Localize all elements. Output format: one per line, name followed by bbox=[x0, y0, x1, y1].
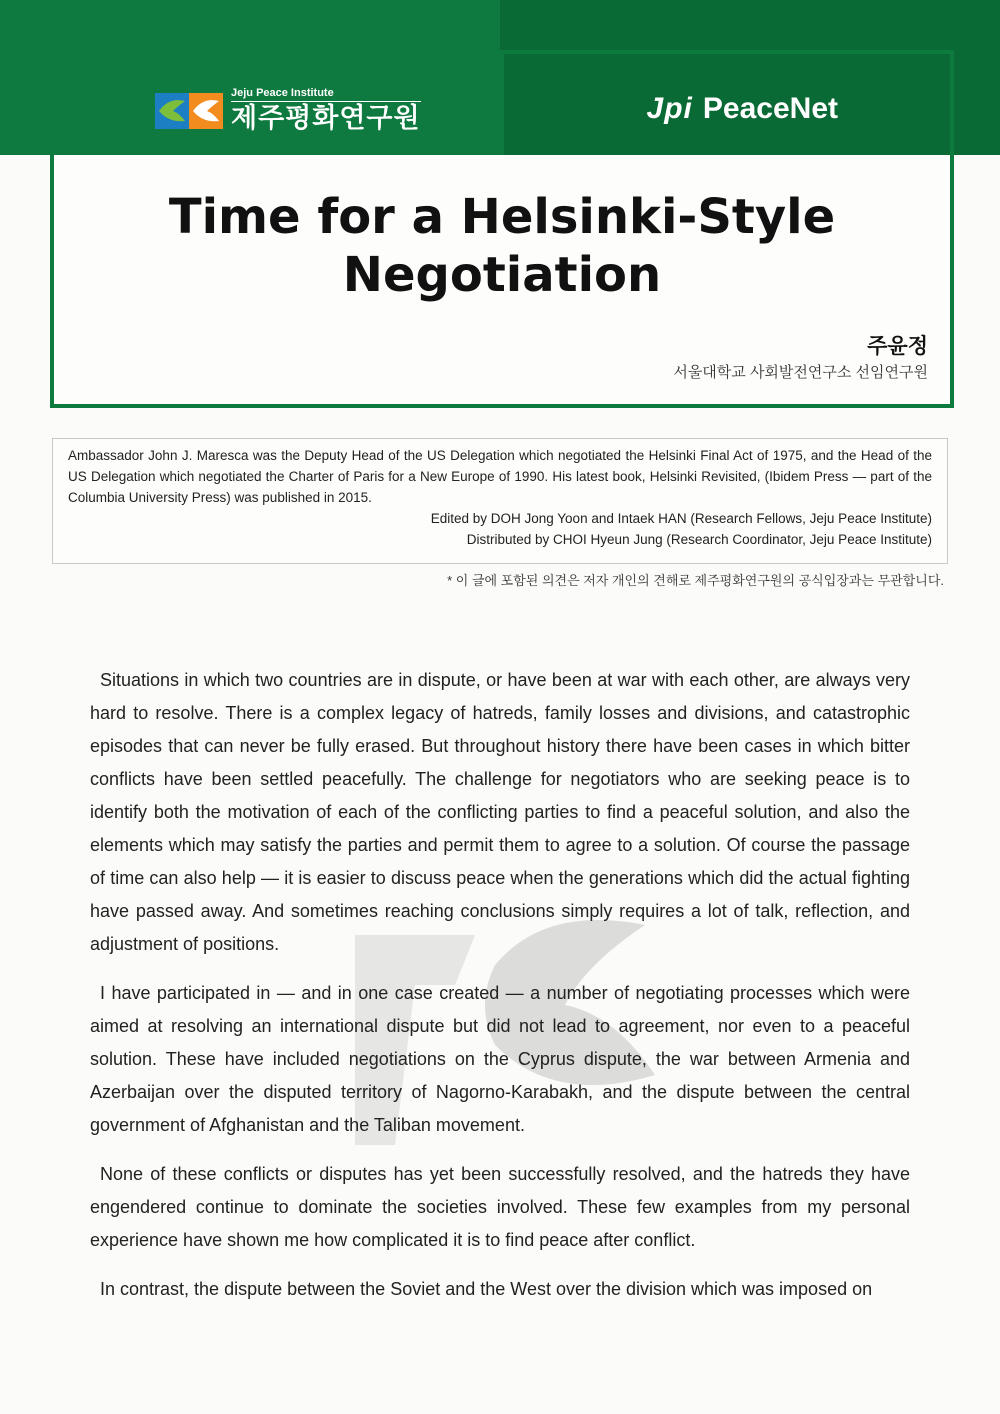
paragraph: I have participated in — and in one case created — a number of negotiating processes which were aimed at resolving an international dispute but did not lead to agreement, nor even to a peaceful solution. These have included negotiations on the Cyprus dispute, the war between Armenia and Azerbaijan over the disputed territory of Nagorno-Karabakh, and the dispute between the central government of Afghanistan and the Taliban movement. bbox=[90, 983, 910, 1135]
peacenet-logo[interactable] bbox=[647, 92, 838, 126]
peacenet-wordmark: PeaceNet bbox=[702, 92, 838, 125]
title-frame bbox=[50, 50, 954, 408]
institute-logo[interactable] bbox=[155, 87, 421, 134]
paragraph: Situations in which two countries are in dispute, or have been at war with each other, are always very hard to resolve. There is a complex legacy of hatreds, family losses and divisions, and catastrophic episodes that can never be fully erased. But throughout history there have been cases in which bitter conflicts have been settled peacefully. The challenge for negotiators who are seeking peace is to identify both the motivation of each of the conflicting parties to find a peaceful solution, and also the elements which may satisfy the parties and permit them to agree to a solution. Of course the passage of time can also help — it is easier to discuss peace when the generations which did the actual fighting have passed away. And sometimes reaching conclusions simply requires a lot of talk, reflection, and adjustment of positions. bbox=[90, 670, 910, 954]
disclaimer: * 이 글에 포함된 의견은 저자 개인의 견해로 제주평화연구원의 공식입장과는 무관합니다. bbox=[447, 573, 944, 588]
institute-name-ko: 제주평화연구원 bbox=[231, 103, 421, 133]
author-name: 주윤정 bbox=[867, 335, 928, 358]
paragraph: In contrast, the dispute between the Soviet and the West over the division which was imposed on bbox=[100, 1279, 873, 1299]
institute-logo-icon bbox=[155, 91, 225, 131]
article-body bbox=[90, 664, 910, 1322]
page-title bbox=[54, 188, 950, 304]
title-line-2: Negotiation bbox=[342, 247, 662, 303]
jpi-wordmark: Jpi bbox=[646, 92, 693, 125]
frame-header bbox=[54, 54, 950, 155]
distributed-by: Distributed by CHOI Hyeun Jung (Research Coordinator, Jeju Peace Institute) bbox=[466, 532, 932, 547]
author-affiliation: 서울대학교 사회발전연구소 선임연구원 bbox=[673, 364, 928, 381]
author-bio: Ambassador John J. Maresca was the Deputy Head of the US Delegation which negotiated the Helsinki Final Act of 1975, and the Head of the US Delegation which negotiated the Charter of Paris for a New Europe of 1990. His latest book, Helsinki Revisited, (Ibidem Press — part of the Columbia University Press) was published in 2015. bbox=[68, 448, 932, 505]
institute-name-en: Jeju Peace Institute bbox=[231, 87, 421, 102]
paragraph: None of these conflicts or disputes has yet been successfully resolved, and the hatreds they have engendered continue to dominate the societies involved. These few examples from my personal experience have shown me how complicated it is to find peace after conflict. bbox=[90, 1164, 910, 1250]
edited-by: Edited by DOH Jong Yoon and Intaek HAN (Research Fellows, Jeju Peace Institute) bbox=[430, 511, 932, 526]
author-info-box bbox=[52, 438, 948, 564]
title-line-1: Time for a Helsinki-Style bbox=[168, 189, 836, 245]
